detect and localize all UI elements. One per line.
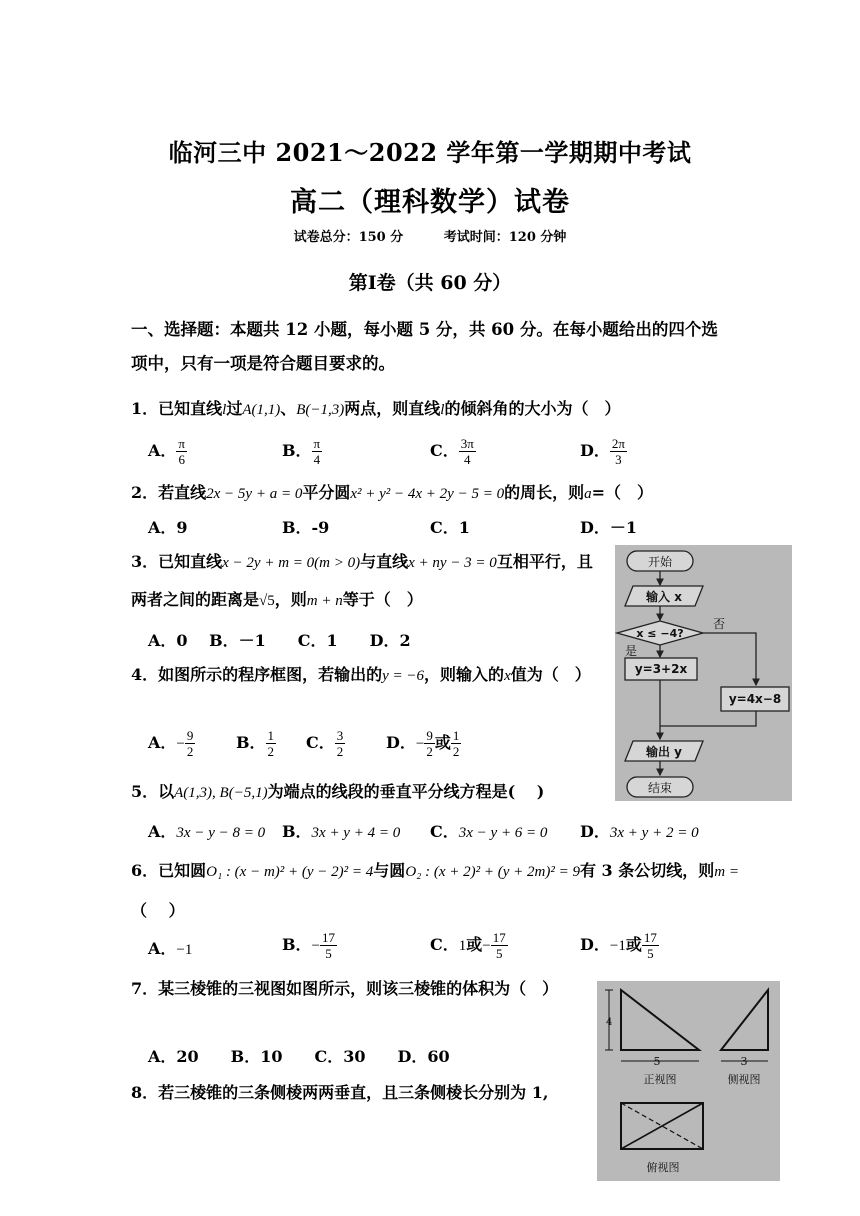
q2-option-a: A．9 bbox=[148, 518, 188, 537]
q7-options: A．20 B．10 C．30 D．60 bbox=[148, 1047, 450, 1066]
flow-input-label: 输入 x bbox=[646, 590, 682, 604]
question-6-paren: （ ） bbox=[131, 901, 185, 920]
question-5: 5．以A(1,3), B(−5,1)为端点的线段的垂直平分线方程是( ) bbox=[131, 782, 545, 801]
q5-option-a: A．3x − y − 8 = 0 bbox=[148, 822, 266, 841]
front-view-label: 正视图 bbox=[643, 1073, 677, 1086]
q5-option-b: B．3x + y + 4 = 0 bbox=[282, 822, 401, 841]
section-heading: 第Ⅰ卷（共 60 分） bbox=[348, 272, 512, 294]
q6-option-c: C．1或− $\frac{17}{5}$ bbox=[430, 930, 506, 961]
q4-option-b: B． $\frac{1}{2}$ bbox=[236, 728, 275, 759]
dim-side-width-label: 3 bbox=[740, 1055, 748, 1068]
q1-option-d: D． $\frac{2\pi}{3}$ bbox=[580, 436, 625, 467]
exam-title: 临河三中 2021～2022 学年第一学期期中考试 bbox=[168, 138, 692, 167]
q6-option-d: D．−1或 $\frac{17}{5}$ bbox=[580, 930, 657, 961]
flow-yes-label: 是 bbox=[625, 644, 638, 658]
three-view-svg bbox=[597, 981, 780, 1181]
flowchart-figure bbox=[615, 545, 792, 801]
instructions-line-2: 项中，只有一项是符合题目要求的。 bbox=[131, 354, 395, 373]
q2-option-b: B．-9 bbox=[282, 518, 330, 537]
flow-decision-label: x ≤ −4? bbox=[636, 627, 684, 640]
q2-option-c: C．1 bbox=[430, 518, 470, 537]
q1-option-a: A． $\frac{\pi}{6}$ bbox=[148, 436, 185, 467]
q4-option-d: D．− $\frac{9}{2}$ 或 $\frac{1}{2}$ bbox=[386, 728, 460, 759]
instructions-line-1: 一、选择题：本题共 12 小题，每小题 5 分，共 60 分。在每小题给出的四个选 bbox=[131, 320, 718, 339]
q1-option-c: C． $\frac{3\pi}{4}$ bbox=[430, 436, 474, 467]
q2-option-d: D．－1 bbox=[580, 518, 638, 537]
q5-option-d: D．3x + y + 2 = 0 bbox=[580, 822, 699, 841]
flow-left-label: y=3+2x bbox=[634, 662, 688, 676]
flow-right-label: y=4x−8 bbox=[728, 692, 782, 706]
exam-subtitle: 高二（理科数学）试卷 bbox=[290, 187, 570, 218]
flow-start-label: 开始 bbox=[647, 555, 673, 569]
top-view-label: 俯视图 bbox=[646, 1161, 680, 1174]
side-view-label: 侧视图 bbox=[727, 1073, 761, 1086]
question-8: 8．若三棱锥的三条侧棱两两垂直，且三条侧棱长分别为 1, bbox=[131, 1083, 549, 1102]
question-3-line-2: 两者之间的距离是√5，则m + n等于（ ） bbox=[131, 590, 423, 609]
question-7: 7．某三棱锥的三视图如图所示，则该三棱锥的体积为（ ） bbox=[131, 979, 559, 998]
question-1: 1．已知直线l过A(1,1)、B(−1,3)两点，则直线l的倾斜角的大小为（ ） bbox=[131, 399, 621, 418]
q5-option-c: C．3x − y + 6 = 0 bbox=[430, 822, 548, 841]
q3-options: A．0 B．－1 C．1 D．2 bbox=[148, 631, 411, 650]
front-view-triangle bbox=[621, 990, 699, 1050]
q4-option-a: A．− $\frac{9}{2}$ bbox=[148, 728, 194, 759]
q6-option-b: B．− $\frac{17}{5}$ bbox=[282, 930, 335, 961]
question-6: 6．已知圆O₁ : (x − m)² + (y − 2)² = 4与圆O₂ : (x + 2)² + (y + 2m)² = 9有 3 条公切线，则m = bbox=[131, 861, 739, 880]
flow-end-label: 结束 bbox=[647, 781, 673, 795]
question-3-line-1: 3．已知直线x − 2y + m = 0(m > 0)与直线x + ny − 3 = 0互相平行，且 bbox=[131, 552, 593, 571]
dim-front-width-label: 5 bbox=[653, 1055, 661, 1068]
q1-option-b: B． $\frac{\pi}{4}$ bbox=[282, 436, 321, 467]
question-4: 4．如图所示的程序框图，若输出的y = −6，则输入的x值为（ ） bbox=[131, 665, 591, 684]
flow-no-label: 否 bbox=[713, 617, 726, 631]
flowchart-svg bbox=[615, 545, 792, 801]
q6-option-a: A．−1 bbox=[148, 939, 193, 958]
exam-meta bbox=[0, 226, 860, 245]
flow-output-label: 输出 y bbox=[645, 745, 683, 759]
q4-option-c: C． $\frac{3}{2}$ bbox=[306, 728, 344, 759]
side-view-triangle bbox=[721, 990, 768, 1050]
total-score: 试卷总分：150 分 bbox=[293, 230, 404, 245]
dim-height-label: 4 bbox=[606, 1017, 613, 1028]
question-2: 2．若直线2x − 5y + a = 0平分圆x² + y² − 4x + 2y − 5 = 0的周长，则a=（ ） bbox=[131, 483, 654, 502]
three-view-figure bbox=[597, 981, 780, 1181]
exam-time: 考试时间：120 分钟 bbox=[443, 230, 567, 245]
